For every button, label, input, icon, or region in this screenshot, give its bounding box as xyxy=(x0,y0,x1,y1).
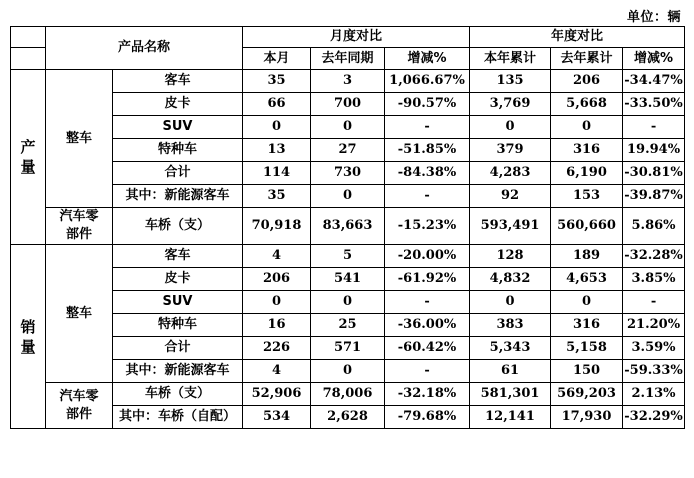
cell-last-year-ytd: 5,668 xyxy=(551,93,623,116)
cell-this-month: 35 xyxy=(243,185,311,208)
cell-ytd: 4,283 xyxy=(470,162,551,185)
cell-ytd: 12,141 xyxy=(470,406,551,429)
row-label: SUV xyxy=(113,116,243,139)
row-label: 其中：新能源客车 xyxy=(113,185,243,208)
cell-yearly-change: - xyxy=(623,116,685,139)
row-label: 其中：车桥（自配） xyxy=(113,406,243,429)
cell-ytd: 135 xyxy=(470,70,551,93)
cell-monthly-change: - xyxy=(385,291,470,314)
cell-this-month: 114 xyxy=(243,162,311,185)
cell-monthly-change: -36.00% xyxy=(385,314,470,337)
cell-last-year-ytd: 569,203 xyxy=(551,383,623,406)
cell-last-year-ytd: 206 xyxy=(551,70,623,93)
row-label: 特种车 xyxy=(113,314,243,337)
cell-last-year-same: 0 xyxy=(311,291,385,314)
cell-yearly-change: 5.86% xyxy=(623,208,685,245)
cell-ytd: 593,491 xyxy=(470,208,551,245)
cell-last-year-ytd: 189 xyxy=(551,245,623,268)
cell-this-month: 206 xyxy=(243,268,311,291)
cell-yearly-change: 2.13% xyxy=(623,383,685,406)
table-row xyxy=(11,314,685,337)
header-product-name: 产品名称 xyxy=(46,27,243,70)
cell-monthly-change: - xyxy=(385,360,470,383)
unit-label: 单位：辆 xyxy=(626,10,681,25)
cell-last-year-ytd: 150 xyxy=(551,360,623,383)
cell-yearly-change: -30.81% xyxy=(623,162,685,185)
table-row xyxy=(11,116,685,139)
header-yearly: 年度对比 xyxy=(470,27,685,48)
header-empty-cell xyxy=(11,48,46,70)
cell-yearly-change: -33.50% xyxy=(623,93,685,116)
cell-yearly-change: -32.29% xyxy=(623,406,685,429)
cell-ytd: 581,301 xyxy=(470,383,551,406)
row-label: 合计 xyxy=(113,162,243,185)
cell-last-year-ytd: 560,660 xyxy=(551,208,623,245)
cell-yearly-change: 3.59% xyxy=(623,337,685,360)
table-row xyxy=(11,208,685,245)
cell-ytd: 5,343 xyxy=(470,337,551,360)
cell-monthly-change: -60.42% xyxy=(385,337,470,360)
cell-last-year-ytd: 316 xyxy=(551,139,623,162)
cell-yearly-change: -34.47% xyxy=(623,70,685,93)
cell-last-year-ytd: 17,930 xyxy=(551,406,623,429)
header-ytd: 本年累计 xyxy=(470,48,551,70)
cell-monthly-change: -79.68% xyxy=(385,406,470,429)
cell-last-year-ytd: 0 xyxy=(551,291,623,314)
cell-this-month: 13 xyxy=(243,139,311,162)
cell-monthly-change: - xyxy=(385,116,470,139)
sales-vehicle-label: 整车 xyxy=(46,245,113,383)
cell-this-month: 16 xyxy=(243,314,311,337)
cell-yearly-change: -32.28% xyxy=(623,245,685,268)
table-row xyxy=(11,70,685,93)
cell-this-month: 0 xyxy=(243,291,311,314)
cell-ytd: 61 xyxy=(470,360,551,383)
header-monthly: 月度对比 xyxy=(243,27,470,48)
cell-ytd: 383 xyxy=(470,314,551,337)
cell-this-month: 4 xyxy=(243,360,311,383)
cell-yearly-change: -59.33% xyxy=(623,360,685,383)
header-this-month: 本月 xyxy=(243,48,311,70)
cell-last-year-same: 25 xyxy=(311,314,385,337)
cell-this-month: 35 xyxy=(243,70,311,93)
cell-last-year-same: 5 xyxy=(311,245,385,268)
table-row xyxy=(11,245,685,268)
cell-last-year-ytd: 6,190 xyxy=(551,162,623,185)
cell-yearly-change: 19.94% xyxy=(623,139,685,162)
cell-monthly-change: - xyxy=(385,185,470,208)
cell-this-month: 226 xyxy=(243,337,311,360)
cell-ytd: 4,832 xyxy=(470,268,551,291)
sales-parts-label: 汽车零 部件 xyxy=(46,383,113,429)
row-label: 客车 xyxy=(113,70,243,93)
row-label: 客车 xyxy=(113,245,243,268)
cell-yearly-change: 21.20% xyxy=(623,314,685,337)
cell-this-month: 534 xyxy=(243,406,311,429)
table-row xyxy=(11,406,685,429)
row-label: 特种车 xyxy=(113,139,243,162)
cell-monthly-change: -32.18% xyxy=(385,383,470,406)
cell-this-month: 0 xyxy=(243,116,311,139)
cell-last-year-same: 571 xyxy=(311,337,385,360)
table-row xyxy=(11,162,685,185)
row-label: 车桥（支） xyxy=(113,383,243,406)
table-row xyxy=(11,139,685,162)
header-change: 增减% xyxy=(385,48,470,70)
production-vehicle-label: 整车 xyxy=(46,70,113,208)
production-parts-label: 汽车零 部件 xyxy=(46,208,113,245)
row-label: 皮卡 xyxy=(113,268,243,291)
header-empty-cell xyxy=(11,27,46,48)
cell-this-month: 52,906 xyxy=(243,383,311,406)
cell-yearly-change: 3.85% xyxy=(623,268,685,291)
cell-ytd: 92 xyxy=(470,185,551,208)
sales-section-label: 销 量 xyxy=(11,245,46,429)
cell-last-year-same: 541 xyxy=(311,268,385,291)
row-label: SUV xyxy=(113,291,243,314)
cell-monthly-change: -51.85% xyxy=(385,139,470,162)
cell-ytd: 379 xyxy=(470,139,551,162)
production-sales-table xyxy=(10,26,685,429)
cell-last-year-same: 78,006 xyxy=(311,383,385,406)
cell-ytd: 3,769 xyxy=(470,93,551,116)
table-row xyxy=(11,268,685,291)
row-label: 车桥（支） xyxy=(113,208,243,245)
cell-last-year-same: 700 xyxy=(311,93,385,116)
cell-last-year-same: 0 xyxy=(311,360,385,383)
table-row xyxy=(11,383,685,406)
row-label: 合计 xyxy=(113,337,243,360)
cell-last-year-same: 730 xyxy=(311,162,385,185)
table-row xyxy=(11,337,685,360)
cell-monthly-change: -90.57% xyxy=(385,93,470,116)
cell-this-month: 70,918 xyxy=(243,208,311,245)
cell-yearly-change: - xyxy=(623,291,685,314)
cell-this-month: 66 xyxy=(243,93,311,116)
cell-last-year-ytd: 316 xyxy=(551,314,623,337)
cell-last-year-ytd: 5,158 xyxy=(551,337,623,360)
cell-last-year-same: 27 xyxy=(311,139,385,162)
cell-last-year-same: 0 xyxy=(311,185,385,208)
cell-monthly-change: -61.92% xyxy=(385,268,470,291)
cell-monthly-change: 1,066.67% xyxy=(385,70,470,93)
cell-last-year-same: 0 xyxy=(311,116,385,139)
cell-monthly-change: -15.23% xyxy=(385,208,470,245)
cell-ytd: 128 xyxy=(470,245,551,268)
header-last-year-ytd: 去年累计 xyxy=(551,48,623,70)
row-label: 其中：新能源客车 xyxy=(113,360,243,383)
row-label: 皮卡 xyxy=(113,93,243,116)
production-section-label: 产 量 xyxy=(11,70,46,245)
table-row xyxy=(11,185,685,208)
cell-last-year-ytd: 0 xyxy=(551,116,623,139)
cell-yearly-change: -39.87% xyxy=(623,185,685,208)
header-change-yearly: 增减% xyxy=(623,48,685,70)
cell-this-month: 4 xyxy=(243,245,311,268)
cell-monthly-change: -84.38% xyxy=(385,162,470,185)
cell-ytd: 0 xyxy=(470,116,551,139)
cell-last-year-same: 3 xyxy=(311,70,385,93)
table-row xyxy=(11,360,685,383)
cell-last-year-same: 83,663 xyxy=(311,208,385,245)
cell-last-year-same: 2,628 xyxy=(311,406,385,429)
cell-last-year-ytd: 153 xyxy=(551,185,623,208)
table-row xyxy=(11,93,685,116)
table-row xyxy=(11,291,685,314)
cell-ytd: 0 xyxy=(470,291,551,314)
cell-last-year-ytd: 4,653 xyxy=(551,268,623,291)
header-last-year-same: 去年同期 xyxy=(311,48,385,70)
cell-monthly-change: -20.00% xyxy=(385,245,470,268)
